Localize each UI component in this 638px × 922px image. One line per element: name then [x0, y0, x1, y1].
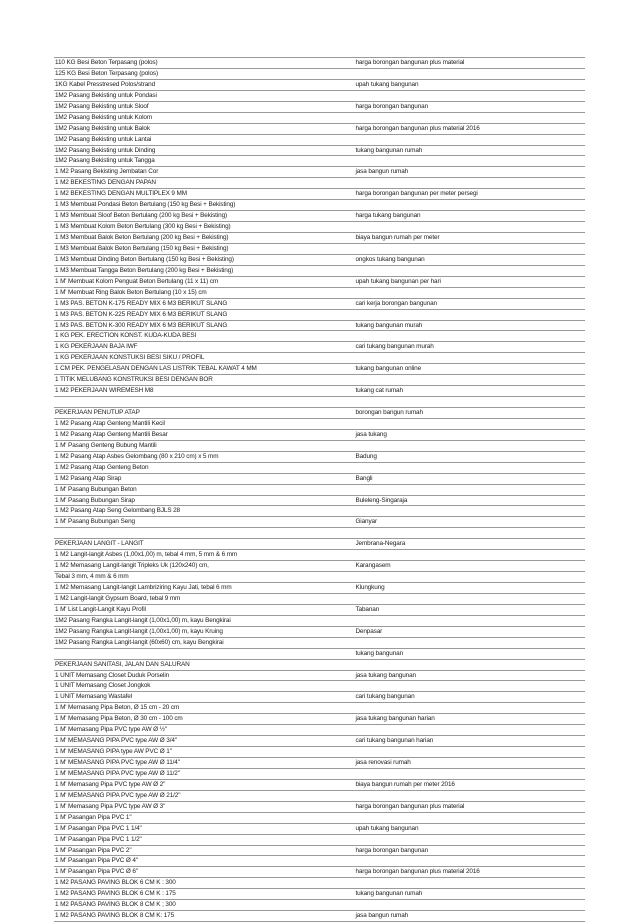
- keyword-cell: [354, 660, 585, 670]
- keyword-cell: [354, 244, 585, 254]
- work-item-cell: 1M2 Pasang Bekisting untuk Sloof: [55, 102, 149, 110]
- work-item-cell: 1 M2 Pasang Atap Sirap: [55, 474, 122, 482]
- table-row: [54, 561, 585, 572]
- work-item-cell: 1 M' MEMASANG PIPA PVC type AW Ø 11/2": [55, 769, 180, 777]
- table-row: [54, 189, 585, 200]
- table-row: [54, 124, 585, 135]
- keyword-cell: [354, 813, 585, 823]
- table-row: [54, 474, 585, 485]
- table-row: [54, 725, 585, 736]
- table-row: [54, 539, 585, 550]
- table-row: [54, 397, 585, 408]
- table-row: [54, 714, 585, 725]
- table-row: [54, 594, 585, 605]
- table-row: [54, 386, 585, 397]
- work-item-cell: 1 M2 Pasang Bekisting Jembatan Cor: [55, 168, 159, 176]
- table-row: [54, 102, 585, 113]
- keyword-cell: jasa bangun rumah: [355, 168, 409, 176]
- table-row: [54, 331, 585, 342]
- work-item-cell: 1 M' Pasang Genteng Bubung Mantili: [55, 441, 157, 449]
- keyword-cell: tukang cat rumah: [355, 387, 403, 395]
- table-row: [54, 889, 585, 900]
- price-table: [54, 57, 585, 922]
- work-item-cell: 1 M2 PASANG PAVING BLOK 6 CM K : 300: [55, 879, 176, 887]
- table-row: [54, 233, 585, 244]
- work-item-cell: 1 M2 Pasang Atap Asbes Gelombang (80 x 210 cm) x 5 mm: [55, 452, 219, 460]
- table-row: [54, 758, 585, 769]
- table-row: [54, 496, 585, 507]
- keyword-cell: [354, 616, 585, 626]
- keyword-cell: Badung: [355, 452, 377, 460]
- table-row: [54, 353, 585, 364]
- work-item-cell: 1 M3 Membuat Tangga Beton Bertulang (200 kg Besi + Bekisting): [55, 266, 234, 274]
- work-item-cell: 1 M2 Pasang Atap Genteng Mantili Kecil: [55, 419, 165, 427]
- keyword-cell: jasa tukang bangunan harian: [355, 715, 435, 723]
- keyword-cell: cari kerja borongan bangunan: [355, 299, 437, 307]
- work-item-cell: [54, 528, 354, 538]
- keyword-cell: tukang bangunan murah: [355, 321, 423, 329]
- table-row: [54, 113, 585, 124]
- table-row: [54, 506, 585, 517]
- work-item-cell: 1 M2 Pasang Atap Genteng Beton: [55, 463, 149, 471]
- keyword-cell: tukang bangunan online: [355, 365, 422, 373]
- keyword-cell: [354, 397, 585, 407]
- keyword-cell: [354, 638, 585, 648]
- keyword-cell: [354, 550, 585, 560]
- table-row: [54, 277, 585, 288]
- keyword-cell: ongkos tukang bangunan: [355, 255, 425, 263]
- table-row: [54, 211, 585, 222]
- keyword-cell: [354, 69, 585, 79]
- work-item-cell: 1M2 Pasang Rangka Langit-langit (1,00x1,00) m, kayu Bengkirai: [55, 616, 231, 624]
- work-item-cell: 1 M2 Langit-langit Asbes (1,00x1,00) m, tebal 4 mm, 5 mm & 6 mm: [55, 551, 238, 559]
- table-row: [54, 69, 585, 80]
- keyword-cell: [354, 528, 585, 538]
- keyword-cell: [354, 156, 585, 166]
- work-item-cell: 1M2 Pasang Rangka Langit-langit (1,00x1,00) m, kayu Kruing: [55, 627, 223, 635]
- table-row: [54, 452, 585, 463]
- keyword-cell: [354, 594, 585, 604]
- table-row: [54, 146, 585, 157]
- keyword-cell: Klungkung: [355, 584, 385, 591]
- keyword-cell: [354, 419, 585, 429]
- work-item-cell: 1 M3 PAS. BETON K-225 READY MIX 6 M3 BERIKUT SLANG: [55, 310, 228, 318]
- keyword-cell: [354, 506, 585, 516]
- work-item-cell: 1 M' Membuat Ring Balok Beton Bertulang (10 x 15) cm: [55, 288, 207, 296]
- keyword-cell: jasa bangun rumah: [355, 912, 409, 920]
- table-row: [54, 408, 585, 419]
- keyword-cell: [354, 200, 585, 210]
- keyword-cell: Bangli: [355, 474, 373, 482]
- work-item-cell: 1 M' Membuat Kolom Penguat Beton Bertulang (11 x 11) cm: [55, 277, 219, 285]
- table-row: [54, 517, 585, 528]
- work-item-cell: 1 M' MEMASANG PIPA PVC type AW Ø 11/4": [55, 759, 180, 766]
- table-row: [54, 244, 585, 255]
- keyword-cell: tukang bangunan rumah: [355, 890, 423, 898]
- table-row: [54, 747, 585, 758]
- keyword-cell: harga borongan bangunan plus material 2016: [355, 868, 480, 876]
- table-row: [54, 57, 585, 69]
- table-row: [54, 321, 585, 332]
- work-item-cell: 125 KG Besi Beton Terpasang (polos): [55, 69, 158, 77]
- keyword-cell: Denpasar: [355, 627, 383, 635]
- work-item-cell: 1 UNIT Memasang Closet Duduk Porselin: [55, 671, 170, 679]
- work-item-cell: 1 M2 Langit-langit Gypsum Board, tebal 9 mm: [55, 594, 181, 602]
- work-item-cell: 1 CM PEK. PENGELASAN DENGAN LAS LISTRIK TEBAL KAWAT 4 MM: [55, 365, 257, 373]
- work-item-cell: PEKERJAAN LANGIT - LANGIT: [55, 540, 144, 548]
- work-item-cell: 1 M2 PASANG PAVING BLOK 6 CM K : 175: [55, 890, 176, 898]
- keyword-cell: upah tukang bangunan per hari: [355, 277, 441, 285]
- work-item-cell: 1 M' Pasang Bubungan Sirap: [55, 496, 135, 504]
- table-row: [54, 867, 585, 878]
- table-row: [54, 824, 585, 835]
- work-item-cell: 1 KG PEKERJAAN KONSTUKSI BESI SIKU / PROFIL: [55, 354, 205, 362]
- work-item-cell: 1 M2 Pasang Atap Seng Gelombang BJLS 28: [55, 507, 180, 515]
- table-row: [54, 266, 585, 277]
- keyword-cell: [354, 441, 585, 451]
- table-row: [54, 222, 585, 233]
- table-row: [54, 638, 585, 649]
- keyword-cell: [354, 353, 585, 363]
- table-row: [54, 550, 585, 561]
- work-item-cell: 110 KG Besi Beton Terpasang (polos): [55, 59, 158, 66]
- work-item-cell: 1 M' Memasang Pipa Beton, Ø 15 cm - 20 cm: [55, 704, 180, 712]
- work-item-cell: 1 M2 PASANG PAVING BLOK 8 CM K: 175: [55, 912, 175, 920]
- work-item-cell: 1M2 Pasang Bekisting untuk Dinding: [55, 146, 156, 154]
- keyword-cell: Buleleng-Singaraja: [355, 496, 408, 504]
- keyword-cell: borongan bangun rumah: [355, 409, 423, 416]
- table-row: [54, 156, 585, 167]
- keyword-cell: Gianyar: [355, 518, 377, 526]
- keyword-cell: [354, 463, 585, 473]
- table-row: [54, 605, 585, 616]
- work-item-cell: 1 M2 BEKESTING DENGAN PAPAN: [55, 179, 156, 187]
- keyword-cell: biaya bangun rumah per meter 2016: [355, 780, 455, 788]
- work-item-cell: 1 KG PEK. ERECTION KONST. KUDA-KUDA BESI: [55, 332, 197, 340]
- keyword-cell: jasa renovasi rumah: [355, 759, 411, 766]
- keyword-cell: Tabanan: [355, 605, 380, 613]
- table-row: [54, 485, 585, 496]
- keyword-cell: [354, 91, 585, 101]
- work-item-cell: 1 M3 PAS. BETON K-300 READY MIX 6 M3 BERIKUT SLANG: [55, 321, 228, 329]
- table-row: [54, 91, 585, 102]
- work-item-cell: 1 M3 Membuat Kolom Beton Bertulang (300 kg Besi + Bekisting): [55, 223, 231, 231]
- keyword-cell: jasa tukang bangunan: [355, 671, 416, 679]
- keyword-cell: [354, 266, 585, 276]
- work-item-cell: 1 M3 Membuat Pondasi Beton Bertulang (150 kg Besi + Bekisting): [55, 201, 236, 209]
- keyword-cell: harga tukang bangunan: [355, 212, 421, 220]
- keyword-cell: [354, 572, 585, 582]
- keyword-cell: [354, 135, 585, 145]
- work-item-cell: 1 M' Memasang Pipa PVC type AW Ø 2": [55, 780, 166, 788]
- work-item-cell: 1 M2 PASANG PAVING BLOK 8 CM K ; 300: [55, 901, 176, 909]
- table-row: [54, 900, 585, 911]
- work-item-cell: 1 M3 Membuat Sloof Beton Bertulang (200 kg Besi + Bekisting): [55, 212, 228, 220]
- table-row: [54, 627, 585, 638]
- keyword-cell: [354, 856, 585, 866]
- keyword-cell: harga borongan bangunan plus material: [355, 802, 465, 810]
- table-row: [54, 419, 585, 430]
- keyword-cell: cari tukang bangunan murah: [355, 343, 434, 351]
- table-row: [54, 780, 585, 791]
- table-row: [54, 463, 585, 474]
- work-item-cell: 1 M' Pasangan Pipa PVC Ø 6": [55, 868, 139, 876]
- table-row: [54, 769, 585, 780]
- keyword-cell: [354, 310, 585, 320]
- work-item-cell: 1 KG PEKERJAAN BAJA IWF: [55, 343, 138, 351]
- keyword-cell: [354, 835, 585, 845]
- work-item-cell: PEKERJAAN SANITASI, JALAN DAN SALURAN: [55, 660, 190, 668]
- table-row: [54, 255, 585, 266]
- keyword-cell: upah tukang bangunan: [355, 80, 419, 88]
- work-item-cell: PEKERJAAN PENUTUP ATAP: [55, 409, 140, 416]
- table-row: [54, 802, 585, 813]
- work-item-cell: 1KG Kabel Presstresed Polos/strand: [55, 80, 155, 88]
- table-row: [54, 430, 585, 441]
- work-item-cell: 1 M3 Membuat Dinding Beton Bertulang (150 kg Besi + Bekisting): [55, 255, 234, 263]
- table-row: [54, 911, 585, 922]
- keyword-cell: [354, 178, 585, 188]
- table-row: [54, 135, 585, 146]
- work-item-cell: 1 M2 Memasang Langit-langit Lambriziring Kayu Jati, tebal 6 mm: [55, 584, 232, 591]
- work-item-cell: 1 M' Memasang Pipa PVC type AW Ø 3": [55, 802, 166, 810]
- work-item-cell: 1 M3 Membuat Balok Beton Bertulang (200 kg Besi + Bekisting): [55, 234, 229, 241]
- keyword-cell: [354, 681, 585, 691]
- work-item-cell: 1 M' MEMASANG PIPA PVC type AW Ø 21/2": [55, 791, 181, 799]
- keyword-cell: harga borongan bangunan per meter persegi: [355, 190, 478, 198]
- keyword-cell: tukang bangunan rumah: [355, 146, 423, 154]
- work-item-cell: 1 M' MEMASANG PIPA type AW PVC Ø 1": [55, 748, 172, 756]
- table-row: [54, 528, 585, 539]
- keyword-cell: [354, 900, 585, 910]
- table-row: [54, 681, 585, 692]
- keyword-cell: biaya bangun rumah per meter: [355, 234, 440, 241]
- table-row: [54, 671, 585, 682]
- table-row: [54, 813, 585, 824]
- work-item-cell: 1M2 Pasang Bekisting untuk Balok: [55, 124, 150, 132]
- work-item-cell: 1 M2 PEKERJAAN WIREMESH M8: [55, 387, 154, 395]
- keyword-cell: harga borongan bangunan: [355, 102, 429, 110]
- table-row: [54, 364, 585, 375]
- keyword-cell: tukang bangunan: [355, 649, 404, 657]
- table-row: [54, 846, 585, 857]
- work-item-cell: 1 M3 Membuat Balok Beton Bertulang (150 kg Besi + Bekisting): [55, 244, 229, 252]
- table-row: [54, 736, 585, 747]
- work-item-cell: 1 M' MEMASANG PIPA PVC type AW Ø 3/4": [55, 737, 177, 745]
- work-item-cell: 1 UNIT Memasang Closet Jongkok: [55, 682, 151, 690]
- keyword-cell: jasa tukang: [355, 430, 387, 438]
- keyword-cell: [354, 375, 585, 385]
- keyword-cell: harga borongan bangunan: [355, 846, 429, 854]
- keyword-cell: Karangasem: [355, 562, 391, 570]
- work-item-cell: 1 M2 BEKESTING DENGAN MULTIPLEX 9 MM: [55, 190, 187, 198]
- keyword-cell: [354, 791, 585, 801]
- work-item-cell: 1 M' Pasang Bubungan Beton: [55, 485, 137, 493]
- work-item-cell: 1 M' Pasangan Pipa PVC 2": [55, 846, 132, 854]
- keyword-cell: [354, 113, 585, 123]
- table-row: [54, 583, 585, 594]
- table-row: [54, 200, 585, 211]
- table-row: [54, 856, 585, 867]
- table-row: [54, 80, 585, 91]
- keyword-cell: cari tukang bangunan: [355, 693, 415, 701]
- keyword-cell: [354, 703, 585, 713]
- keyword-cell: [354, 725, 585, 735]
- table-row: [54, 288, 585, 299]
- work-item-cell: 1M2 Pasang Bekisting untuk Kolom: [55, 113, 153, 121]
- table-row: [54, 572, 585, 583]
- keyword-cell: [354, 485, 585, 495]
- keyword-cell: [354, 878, 585, 888]
- work-item-cell: 1 M' Pasangan Pipa PVC Ø 4": [55, 857, 139, 865]
- table-row: [54, 375, 585, 386]
- work-item-cell: 1M2 Pasang Rangka Langit-langit (60x60) cm, kayu Bengkirai: [55, 638, 224, 646]
- keyword-cell: harga borongan bangunan plus material 2016: [355, 124, 480, 132]
- table-row: [54, 178, 585, 189]
- work-item-cell: 1 M2 Memasang Langit-langit Tripleks Uk (120x240) cm,: [55, 562, 209, 570]
- table-row: [54, 692, 585, 703]
- work-item-cell: Tebal 3 mm, 4 mm & 6 mm: [55, 573, 129, 581]
- table-row: [54, 791, 585, 802]
- work-item-cell: 1 M' Pasang Bubungan Seng: [55, 518, 135, 526]
- table-row: [54, 342, 585, 353]
- work-item-cell: 1 M2 Pasang Atap Genteng Mantili Besar: [55, 430, 168, 438]
- keyword-cell: [354, 769, 585, 779]
- work-item-cell: 1 M' Memasang Pipa Beton, Ø 30 cm - 100 cm: [55, 715, 183, 723]
- work-item-cell: 1M2 Pasang Bekisting untuk Pondasi: [55, 91, 157, 99]
- work-item-cell: 1 UNIT Memasang Wastafel: [55, 693, 133, 701]
- work-item-cell: 1 M' Pasangan Pipa PVC 1 1/4": [55, 824, 142, 832]
- work-item-cell: 1M2 Pasang Bekisting untuk Tangga: [55, 157, 155, 165]
- table-row: [54, 616, 585, 627]
- keyword-cell: [354, 747, 585, 757]
- table-row: [54, 441, 585, 452]
- table-row: [54, 878, 585, 889]
- table-row: [54, 835, 585, 846]
- table-row: [54, 167, 585, 178]
- work-item-cell: 1 TITIK MELUBANG KONSTRUKSI BESI DENGAN BOR: [55, 376, 213, 384]
- work-item-cell: 1 M' Pasangan Pipa PVC 1 1/2": [55, 835, 142, 843]
- keyword-cell: cari tukang bangunan harian: [355, 737, 434, 745]
- keyword-cell: upah tukang bangunan: [355, 824, 419, 832]
- work-item-cell: 1 M' Pasangan Pipa PVC 1": [55, 813, 132, 821]
- table-row: [54, 310, 585, 321]
- table-row: [54, 703, 585, 714]
- keyword-cell: Jembrana-Negara: [355, 540, 406, 548]
- keyword-cell: [354, 222, 585, 232]
- work-item-cell: [54, 397, 354, 407]
- table-row: [54, 299, 585, 310]
- keyword-cell: harga borongan bangunan plus material: [355, 59, 465, 66]
- work-item-cell: 1 M3 PAS. BETON K-175 READY MIX 6 M3 BERIKUT SLANG: [55, 299, 228, 307]
- keyword-cell: [354, 331, 585, 341]
- table-row: [54, 660, 585, 671]
- work-item-cell: 1M2 Pasang Bekisting untuk Lantai: [55, 135, 152, 143]
- table-row: [54, 649, 585, 660]
- work-item-cell: [54, 649, 354, 659]
- work-item-cell: 1 M' List Langit-Langit Kayu Profil: [55, 605, 146, 613]
- keyword-cell: [354, 288, 585, 298]
- work-item-cell: 1 M' Memasang Pipa PVC type AW Ø ½": [55, 726, 167, 734]
